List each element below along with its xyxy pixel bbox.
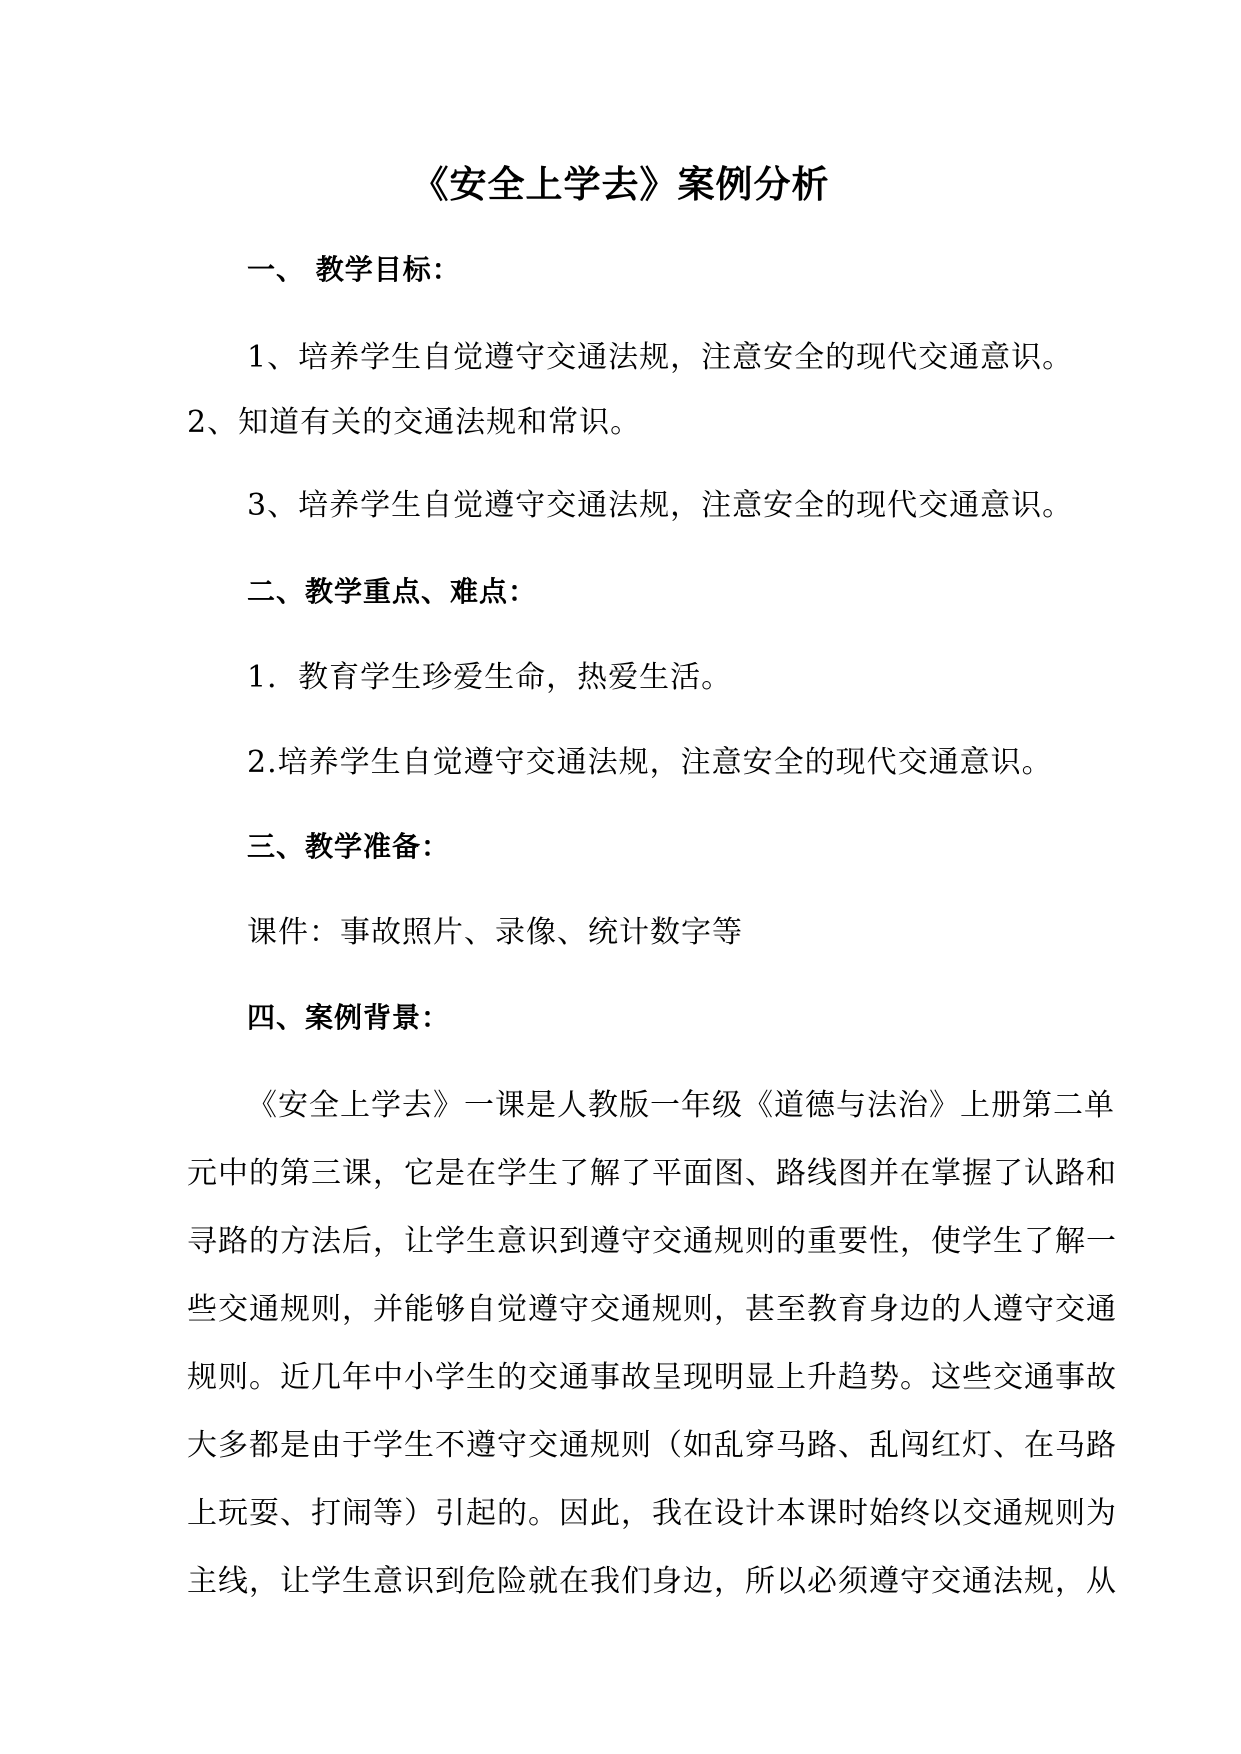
section-heading-objectives: 一、 教学目标：: [247, 253, 461, 286]
key-point-item-2: 2.培养学生自觉遵守交通法规，注意安全的现代交通意识。: [247, 745, 1053, 780]
background-line-5: 规则。近几年中小学生的交通事故呈现明显上升趋势。这些交通事故: [187, 1360, 1117, 1395]
background-line-7: 上玩耍、打闹等）引起的。因此，我在设计本课时始终以交通规则为: [187, 1496, 1117, 1531]
key-point-item-1: 1．教育学生珍爱生命，热爱生活。: [247, 660, 733, 695]
objective-item-1: 1、培养学生自觉遵守交通法规，注意安全的现代交通意识。: [247, 340, 1074, 375]
background-line-2: 元中的第三课，它是在学生了解了平面图、路线图并在掌握了认路和: [187, 1156, 1117, 1191]
preparation-text: 课件：事故照片、录像、统计数字等: [247, 915, 743, 950]
objective-item-2: 2、知道有关的交通法规和常识。: [187, 405, 642, 440]
section-heading-key-points: 二、教学重点、难点：: [247, 575, 538, 608]
background-line-6: 大多都是由于学生不遵守交通规则（如乱穿马路、乱闯红灯、在马路: [187, 1428, 1117, 1463]
background-line-8: 主线，让学生意识到危险就在我们身边，所以必须遵守交通法规，从: [187, 1564, 1117, 1599]
background-line-1: 《安全上学去》一课是人教版一年级《道德与法治》上册第二单: [247, 1088, 1115, 1123]
background-line-3: 寻路的方法后，让学生意识到遵守交通规则的重要性，使学生了解一: [187, 1224, 1117, 1259]
section-heading-background: 四、案例背景：: [247, 1001, 451, 1034]
document-title: 《安全上学去》案例分析: [411, 163, 830, 206]
objective-item-3: 3、培养学生自觉遵守交通法规，注意安全的现代交通意识。: [247, 488, 1074, 523]
background-line-4: 些交通规则，并能够自觉遵守交通规则，甚至教育身边的人遵守交通: [187, 1292, 1117, 1327]
section-heading-preparation: 三、教学准备：: [247, 830, 451, 863]
